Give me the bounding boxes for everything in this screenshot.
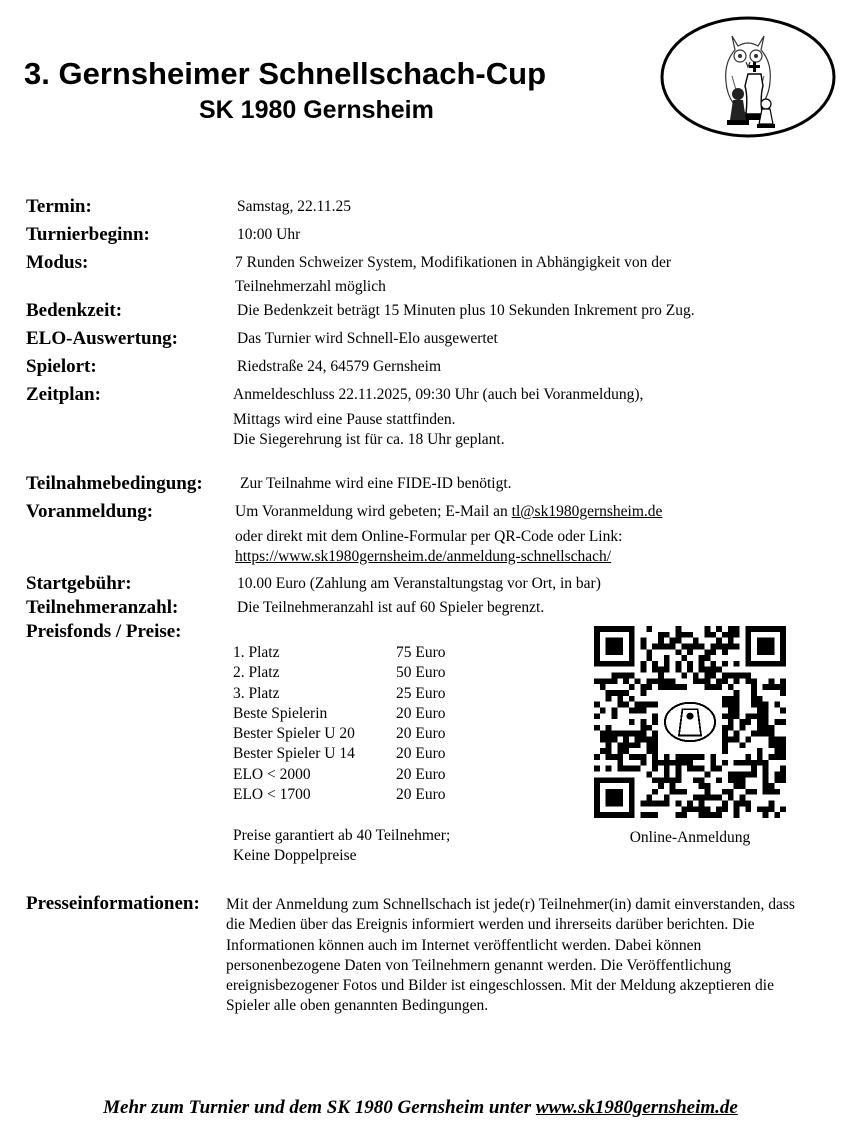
label-preisfonds: Preisfonds / Preise: [26,621,182,642]
anmeldung-link[interactable]: https://www.sk1980gernsheim.de/anmeldung-schnellschach/ [235,548,612,565]
value-termin: Samstag, 22.11.25 [237,198,351,215]
label-modus: Modus: [26,252,89,273]
label-elo-auswertung: ELO-Auswertung: [26,328,179,349]
club-logo-icon [660,16,836,138]
label-turnierbeginn: Turnierbeginn: [26,224,150,245]
prize-row [233,663,446,683]
value-modus-line2: Teilnehmerzahl möglich [235,278,386,295]
voranmeldung-text: Um Voranmeldung wird gebeten; E-Mail an [235,503,512,520]
value-zeitplan-line3: Die Siegerehrung ist für ca. 18 Uhr geplant. [233,431,505,448]
prize-amount: 20 Euro [396,765,446,783]
prize-row [233,765,446,785]
value-elo-auswertung: Das Turnier wird Schnell-Elo ausgewertet [237,330,498,347]
prize-note-line2: Keine Doppelpreise [233,847,357,864]
label-bedenkzeit: Bedenkzeit: [26,300,123,321]
value-teilnehmeranzahl: Die Teilnehmeranzahl ist auf 60 Spieler begrenzt. [237,599,545,616]
value-spielort: Riedstraße 24, 64579 Gernsheim [237,358,442,375]
prize-row [233,643,446,663]
label-teilnehmeranzahl: Teilnehmeranzahl: [26,597,179,618]
page-title: 3. Gernsheimer Schnellschach-Cup [24,56,547,91]
prize-row [233,744,446,764]
value-zeitplan-line2: Mittags wird eine Pause stattfinden. [233,411,456,428]
qr-caption: Online-Anmeldung [629,829,751,846]
prize-place: Bester Spieler U 20 [233,725,355,743]
label-presseinformationen: Presseinformationen: [26,893,200,914]
press-text: Mit der Anmeldung zum Schnellschach ist jede(r) Teilnehmer(in) damit einverstanden, dass die Medien über das Ereignis informiert werden und ihrerseits darüber berichten. Die Informationen können auch im Internet veröffentlicht werden. Dabei können personenbezogene Daten von Teilnehmern genannt werden. Die Veröffentlichung ereignisbezogener Fotos und Bilder ist eingeschlossen. Mit der Meldung akzeptieren die Spieler alle oben genannten Bedingungen. [226,896,795,1015]
value-modus-line1: 7 Runden Schweizer System, Modifikationen in Abhängigkeit von der [235,254,672,271]
value-zeitplan-line1: Anmeldeschluss 22.11.2025, 09:30 Uhr (auch bei Voranmeldung), [233,386,644,403]
label-teilnahmebedingung: Teilnahmebedingung: [26,473,203,494]
prize-amount: 20 Euro [396,725,446,743]
label-startgebuehr: Startgebühr: [26,573,132,594]
prize-table [233,643,446,805]
prize-amount: 75 Euro [396,644,446,661]
label-termin: Termin: [26,196,92,217]
value-teilnahmebedingung: Zur Teilnahme wird eine FIDE-ID benötigt. [240,475,512,492]
website-link[interactable]: www.sk1980gernsheim.de [535,1097,738,1118]
value-startgebuehr: 10.00 Euro (Zahlung am Veranstaltungstag vor Ort, in bar) [237,575,601,592]
email-link[interactable]: tl@sk1980gernsheim.de [511,503,663,520]
prize-amount: 25 Euro [396,684,446,702]
value-voranmeldung-line2: oder direkt mit dem Online-Formular per QR-Code oder Link: [235,528,623,545]
prize-row [233,704,446,724]
qr-code-icon[interactable] [594,626,786,818]
prize-amount: 20 Euro [396,704,446,722]
prize-place: 3. Platz [233,684,280,702]
prize-amount: 20 Euro [396,745,446,763]
value-turnierbeginn: 10:00 Uhr [237,226,301,243]
prize-row [233,785,446,805]
prize-place: ELO < 1700 [233,786,311,804]
prize-row [233,684,446,704]
prize-place: Beste Spielerin [233,704,328,722]
label-spielort: Spielort: [26,356,97,377]
prize-place: ELO < 2000 [233,765,311,783]
club-name: SK 1980 Gernsheim [199,96,434,124]
prize-place: 2. Platz [233,664,280,682]
value-voranmeldung-line1 [235,502,662,522]
prize-note-line1: Preise garantiert ab 40 Teilnehmer; [233,827,451,844]
prize-place: Bester Spieler U 14 [233,745,355,763]
footer [0,1097,841,1119]
label-voranmeldung: Voranmeldung: [26,501,154,522]
prize-row [233,724,446,744]
prize-place: 1. Platz [233,644,280,661]
label-zeitplan: Zeitplan: [26,384,101,405]
value-bedenkzeit: Die Bedenkzeit beträgt 15 Minuten plus 10 Sekunden Inkrement pro Zug. [237,302,695,319]
prize-amount: 50 Euro [396,664,446,682]
footer-text: Mehr zum Turnier und dem SK 1980 Gernsheim unter [103,1097,536,1118]
prize-amount: 20 Euro [396,786,446,804]
